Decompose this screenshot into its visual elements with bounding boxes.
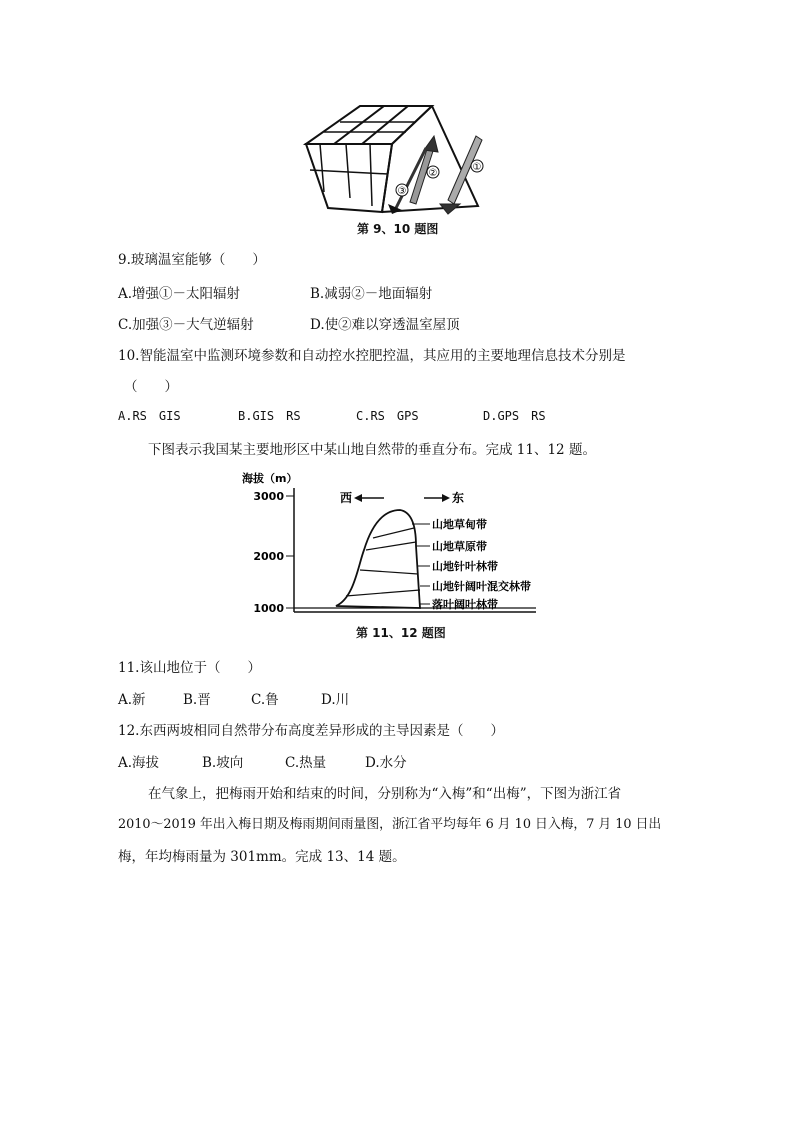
q9-option-b: B.减弱②－地面辐射 (310, 286, 433, 302)
axis-y-label: 海拔（m） (242, 472, 298, 485)
q10-option-c: C.RS GPS (356, 409, 419, 423)
belt-label-2: 山地草原带 (432, 540, 487, 553)
q10-stem: 10.智能温室中监测环境参数和自动控水控肥控温，其应用的主要地理信息技术分别是 (118, 348, 626, 364)
belt-label-4: 山地针阔叶混交林带 (432, 580, 531, 593)
q12-option-c: C.热量 (285, 755, 327, 771)
q12-option-b: B.坡向 (202, 755, 244, 771)
tick-2000: 2000 (253, 550, 284, 563)
q11-stem: 11.该山地位于（ ） (118, 660, 261, 676)
figure1-caption: 第 9、10 题图 (357, 222, 439, 236)
mountain-belt-figure (236, 466, 546, 642)
marker-1: ① (472, 162, 482, 173)
marker-2: ② (428, 168, 438, 179)
q11-option-d: D.川 (321, 692, 350, 708)
belt-label-5: 落叶阔叶林带 (432, 598, 498, 611)
q9-option-c: C.加强③－大气逆辐射 (118, 317, 254, 333)
q10-stem-cont: （ ） (124, 379, 178, 395)
greenhouse-figure (300, 104, 500, 236)
q12-option-a: A.海拔 (118, 755, 160, 771)
q10-option-d: D.GPS RS (483, 409, 546, 423)
tick-3000: 3000 (253, 490, 284, 503)
belt-label-1: 山地草甸带 (432, 518, 487, 531)
west-label: 西 (340, 491, 353, 505)
belt-label-3: 山地针叶林带 (432, 560, 498, 573)
intro-paragraph-3-line-1: 在气象上，把梅雨开始和结束的时间，分别称为“入梅”和“出梅”，下图为浙江省 (148, 786, 622, 802)
intro-paragraph-2: 下图表示我国某主要地形区中某山地自然带的垂直分布。完成 11、12 题。 (148, 442, 596, 458)
tick-1000: 1000 (253, 602, 284, 615)
q12-stem: 12.东西两坡相同自然带分布高度差异形成的主导因素是（ ） (118, 723, 504, 739)
figure2-caption: 第 11、12 题图 (356, 626, 446, 640)
q10-option-b: B.GIS RS (238, 409, 301, 423)
marker-3: ③ (397, 186, 407, 197)
q11-option-b: B.晋 (183, 692, 211, 708)
q9-option-d: D.使②难以穿透温室屋顶 (310, 317, 460, 333)
q9-stem: 9.玻璃温室能够（ ） (118, 252, 266, 268)
intro-paragraph-3-line-2: 2010～2019 年出入梅日期及梅雨期间雨量图，浙江省平均每年 6 月 10 日入梅，7 月 10 日出 (118, 817, 662, 832)
q11-option-a: A.新 (118, 692, 146, 708)
east-label: 东 (452, 491, 465, 505)
q9-option-a: A.增强①－太阳辐射 (118, 286, 241, 302)
q11-option-c: C.鲁 (251, 692, 279, 708)
intro-paragraph-3-line-3: 梅，年均梅雨量为 301mm。完成 13、14 题。 (118, 849, 406, 865)
q10-option-a: A.RS GIS (118, 409, 181, 423)
q12-option-d: D.水分 (365, 755, 407, 771)
